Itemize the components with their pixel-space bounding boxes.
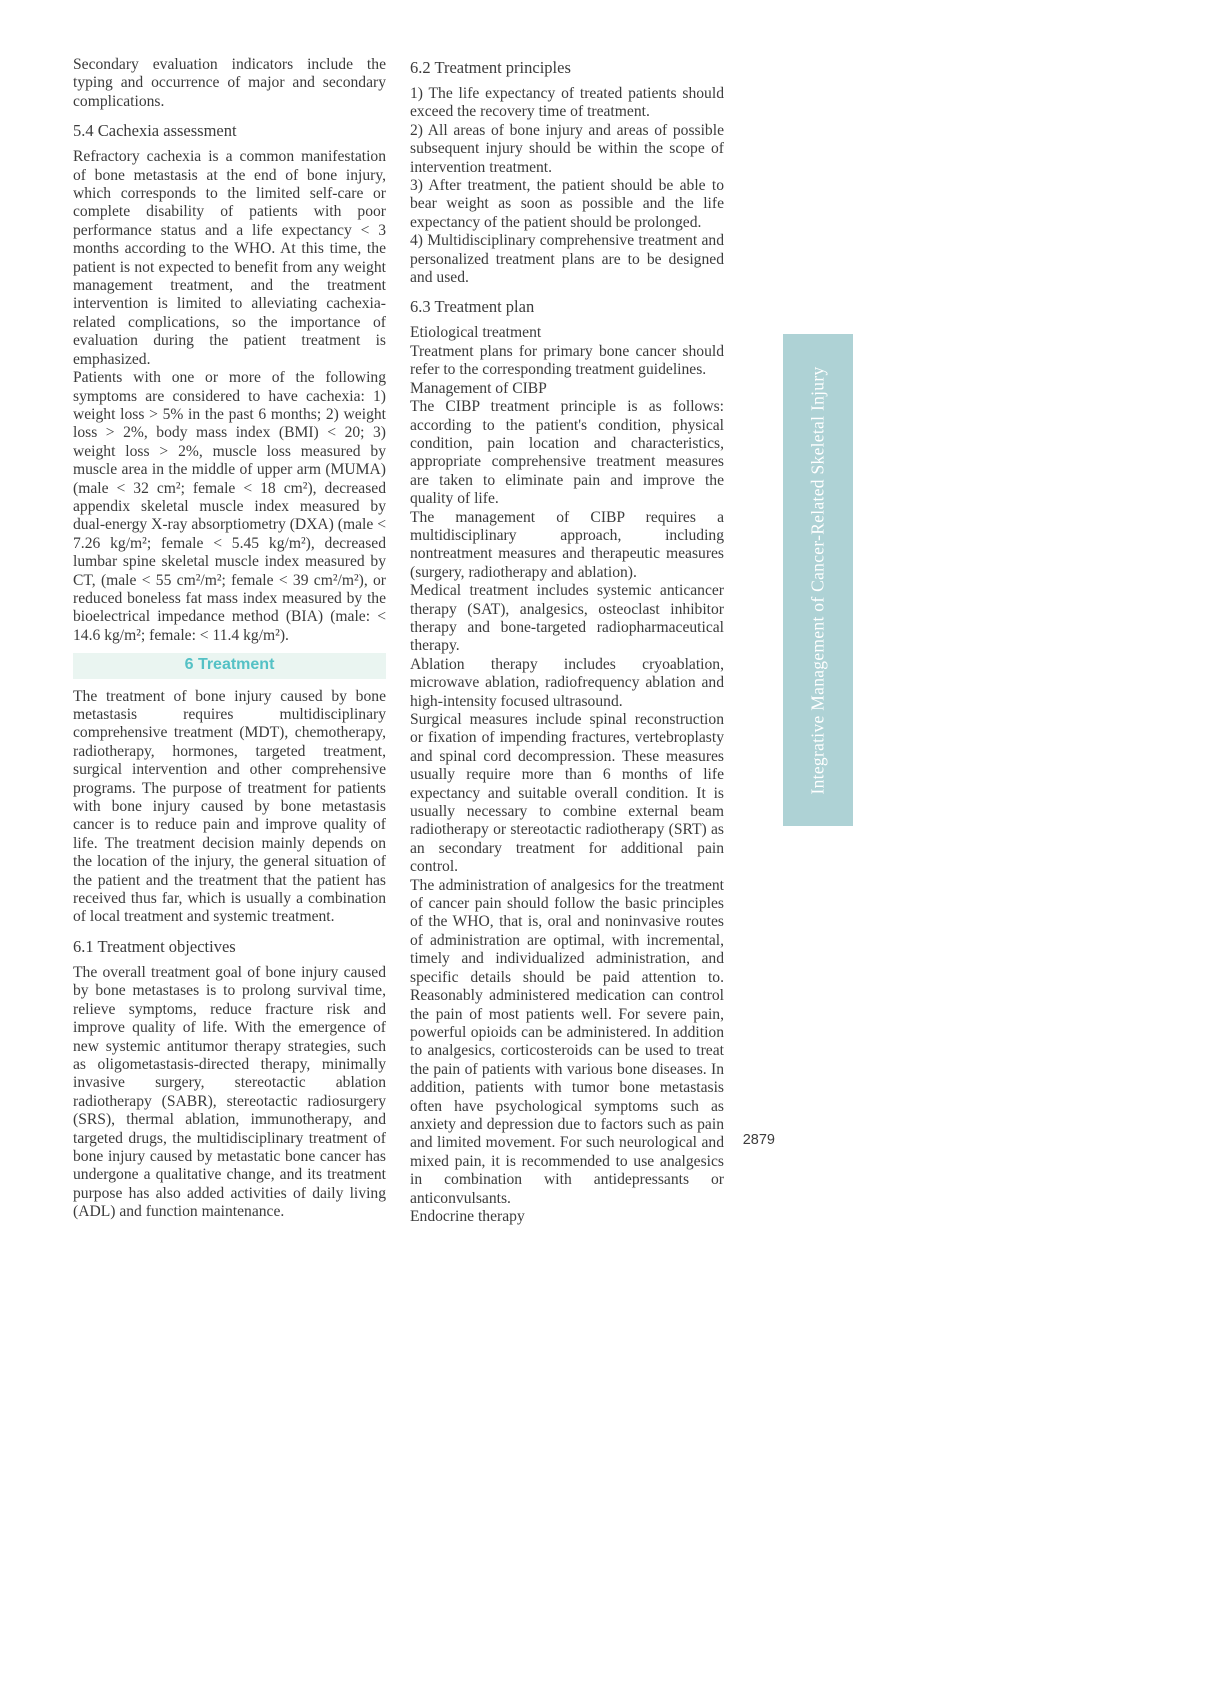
chapter-sidebar-tab <box>783 334 853 826</box>
paragraph-treatment-overview: The treatment of bone injury caused by bone metastasis requires multidisciplinary comprehensive treatment (MDT), chemotherapy, radiotherapy, hormones, targeted treatment, surgical intervention and other comprehensive programs. The purpose of treatment for patients with bone injury caused by bone metastasis cancer is to reduce pain and improve quality of life. The treatment decision mainly depends on the location of the injury, the general situation of the patient and the treatment that the patient has received thus far, which is usually a combination of local treatment and systemic treatment. <box>73 687 386 926</box>
paragraph-primary-bone-cancer-plans: Treatment plans for primary bone cancer should refer to the corresponding treatment guidelines. <box>410 342 724 379</box>
principle-item-1: 1) The life expectancy of treated patients should exceed the recovery time of treatment. <box>410 85 724 121</box>
right-column <box>410 56 724 1226</box>
paragraph-treatment-goal: The overall treatment goal of bone injury caused by bone metastases is to prolong survival time, relieve symptoms, reduce fracture risk and improve quality of life. With the emergence of new systemic antitumor therapy strategies, such as oligometastasis-directed therapy, minimally invasive surgery, stereotactic ablation radiotherapy (SABR), stereotactic radiosurgery (SRS), thermal ablation, immunotherapy, and targeted drugs, the multidisciplinary treatment of bone injury caused by metastatic bone cancer has undergone a qualitative change, and its treatment purpose has also added activities of daily living (ADL) and function maintenance. <box>73 963 386 1221</box>
paragraph-management-of-cibp: Management of CIBP <box>410 379 547 397</box>
left-column <box>73 56 386 1222</box>
heading-6-2-treatment-principles: 6.2 Treatment principles <box>410 58 571 77</box>
section-6-treatment-header-label: 6 Treatment <box>184 656 275 674</box>
paragraph-refractory-cachexia: Refractory cachexia is a common manifestation of bone metastasis at the end of bone injury, which corresponds to the limited self-care or complete disability of patients with poor performance status and a life expectancy < 3 months according to the WHO. At this time, the patient is not expected to benefit from any weight management treatment, and the treatment intervention is limited to alleviating cachexia-related complications, so the importance of evaluation during the patient treatment is emphasized. <box>73 148 386 368</box>
paragraph-analgesics-administration: The administration of analgesics for the treatment of cancer pain should follow the basic principles of the WHO, that is, oral and noninvasive routes of administration are optimal, with incremental, timely and individualized administration, and specific details should be paid attention to. Reasonably administered medication can control the pain of most patients well. For severe pain, powerful opioids can be administered. In addition to analgesics, corticosteroids can be used to treat the pain of patients with various bone diseases. In addition, patients with tumor bone metastasis often have psychological symptoms such as anxiety and depression due to factors such as pain and limited movement. For such neurological and mixed pain, it is recommended to use analgesics in combination with antidepressants or anticonvulsants. <box>410 876 724 1207</box>
paragraph-etiological-treatment: Etiological treatment <box>410 324 542 342</box>
heading-5-4-cachexia-assessment: 5.4 Cachexia assessment <box>73 121 237 141</box>
section-6-treatment-header <box>73 653 386 678</box>
page-number: 2879 <box>742 1132 775 1148</box>
paragraph-secondary-indicators: Secondary evaluation indicators include the typing and occurrence of major and secondary complications. <box>73 56 386 110</box>
heading-6-3-treatment-plan: 6.3 Treatment plan <box>410 297 535 317</box>
paragraph-cibp-principle: The CIBP treatment principle is as follows: according to the patient's condition, physical condition, pain location and characteristics, appropriate comprehensive treatment measures are taken to eliminate pain and improve the quality of life. <box>410 398 724 508</box>
chapter-sidebar-label: Integrative Management of Cancer-Related Skeletal Injury <box>807 365 828 795</box>
paragraph-endocrine-therapy: Endocrine therapy <box>410 1207 525 1225</box>
paragraph-surgical-measures: Surgical measures include spinal reconstruction or fixation of impending fractures, vertebroplasty and spinal cord decompression. These measures usually require more than 6 months of life expectancy and suitable overall condition. It is usually necessary to combine external beam radiotherapy or stereotactic radiotherapy (SRT) as an secondary treatment for additional pain control. <box>410 711 724 876</box>
paragraph-ablation-therapy: Ablation therapy includes cryoablation, microwave ablation, radiofrequency ablation and high-intensity focused ultrasound. <box>410 655 724 710</box>
paragraph-cachexia-criteria: Patients with one or more of the following symptoms are considered to have cachexia: 1) weight loss > 5% in the past 6 months; 2) weight loss > 2%, body mass index (BMI) < 20; 3) weight loss > 2%, muscle loss measured by muscle area in the middle of upper arm (MUMA) (male < 32 cm²; female < 18 cm²), decreased appendix skeletal muscle index measured by dual-energy X-ray absorptiometry (DXA) (male < 7.26 kg/m²; female < 5.45 kg/m²), decreased lumbar spine skeletal muscle index measured by CT, (male < 55 cm²/m²; female < 39 cm²/m²), or reduced boneless fat mass index measured by the bioelectrical impedance method (BIA) (male: < 14.6 kg/m²; female: < 11.4 kg/m²). <box>73 369 386 644</box>
principle-item-4: 4) Multidisciplinary comprehensive treatment and personalized treatment plans are to be designed and used. <box>410 232 724 287</box>
principle-item-2: 2) All areas of bone injury and areas of possible subsequent injury should be within the scope of intervention treatment. <box>410 121 724 176</box>
heading-6-1-treatment-objectives: 6.1 Treatment objectives <box>73 936 236 956</box>
paragraph-cibp-multidisciplinary: The management of CIBP requires a multidisciplinary approach, including nontreatment measures and therapeutic measures (surgery, radiotherapy and ablation). <box>410 508 724 581</box>
principle-item-3: 3) After treatment, the patient should be able to bear weight as soon as possible and the life expectancy of the patient should be prolonged. <box>410 177 724 231</box>
paragraph-medical-treatment: Medical treatment includes systemic anticancer therapy (SAT), analgesics, osteoclast inhibitor therapy and bone-targeted radiopharmaceutical therapy. <box>410 582 724 655</box>
